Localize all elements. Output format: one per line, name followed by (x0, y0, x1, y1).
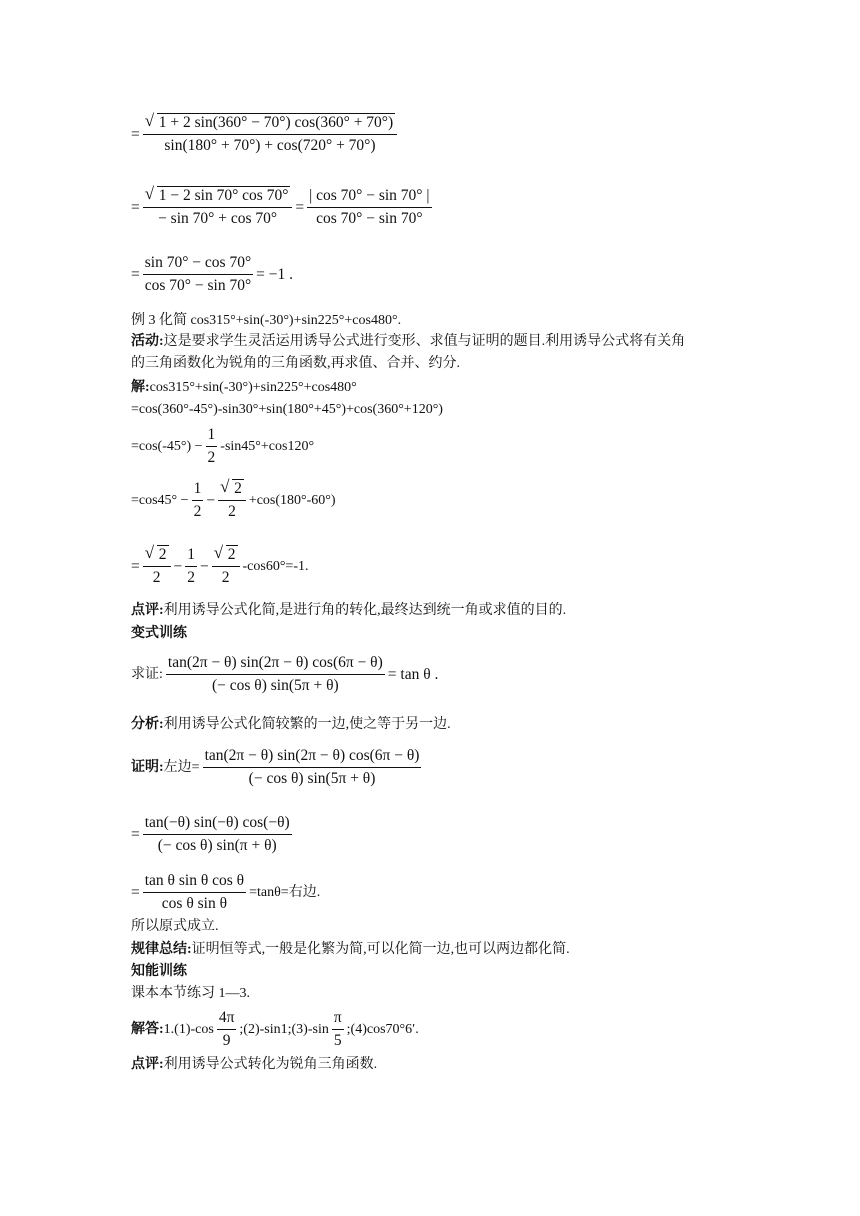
activity-text-1: 这是要求学生灵活运用诱导公式进行变形、求值与证明的题目.利用诱导公式将有关角 (163, 334, 686, 349)
fraction-sqrt2-over-2: √ $\frac{2}{2}$ (218, 478, 246, 523)
equals-sign: = (131, 265, 140, 283)
numerator: | cos 70° − sin 70° | (307, 185, 431, 208)
denominator: cos 70° − sin 70° (316, 210, 423, 227)
solution-text: =cos45° − (131, 492, 189, 508)
solution-line-3 (131, 424, 314, 469)
denominator: − sin 70° + cos 70° (158, 210, 278, 227)
prove-label: 求证: (131, 666, 163, 682)
skill-training-heading: 知能训练 (131, 964, 187, 979)
analysis-text: 利用诱导公式化简较繁的一边,使之等于另一边. (163, 717, 451, 732)
solution-text: =cos(-45°) − (131, 438, 203, 454)
fraction-one-half: $\frac{1}{2}$ (193, 480, 202, 520)
equation-line-1 (131, 112, 400, 157)
radicand: 1 + 2 sin(360° − 70°) cos(360° + 70°) (158, 114, 394, 131)
equals-sign: = (131, 198, 140, 216)
fraction: $\frac{\tan(2\pi - \theta) \sin(2\pi - \theta) \cos(6\pi - \theta)}{\text{(− cos θ) sin(5π + θ)}}$ (204, 747, 420, 787)
analysis-label: 分析: (131, 717, 164, 732)
equation-line-3 (131, 252, 293, 297)
fraction-sqrt2-over-2: √ $\frac{2}{2}$ (212, 544, 240, 589)
fraction-sqrt2-over-2: √ $\frac{2}{2}$ (143, 544, 171, 589)
fraction-pi-over-5: $\frac{\pi}{5}$ (333, 1009, 342, 1049)
example-3-heading: 例 3 化简 cos315°+sin(-30°)+sin225°+cos480°. (131, 313, 402, 328)
fraction-one-half: $\frac{1}{2}$ (207, 426, 216, 466)
comment-text: 利用诱导公式化简,是进行角的转化,最终达到统一角或求值的目的. (163, 603, 567, 618)
solution-text: +cos(180°-60°) (248, 492, 336, 508)
solution-label: 解: (131, 380, 150, 395)
fraction (143, 252, 253, 297)
solution-text: -sin45°+cos120° (220, 438, 315, 454)
fraction-one-half: $\frac{1}{2}$ (187, 546, 195, 586)
prove-statement: 求证: $\frac{\tan(2\pi - \theta) \sin(2\pi - \theta) \cos(6\pi - \theta)}{\text{(− cos θ) sin(5π + θ)}}$ = tan θ . (131, 652, 438, 697)
solution-line-2: =cos(360°-45°)-sin30°+sin(180°+45°)+cos(360°+120°) (131, 402, 443, 417)
solution-text: -cos60°=-1. (242, 558, 309, 574)
rule-text: 证明恒等式,一般是化繁为简,可以化简一边,也可以两边都化简. (191, 942, 570, 957)
denominator: sin(180° + 70°) + cos(720° + 70°) (164, 137, 376, 154)
comment-2 (131, 1054, 731, 1076)
fraction: $\frac{\tan(-\theta) \sin(-\theta) \cos(-\theta)}{\text{(− cos θ) sin(π + θ)}}$ (144, 814, 290, 854)
conclusion-line: 所以原式成立. (131, 919, 219, 934)
fraction (143, 185, 293, 230)
fraction: $\frac{\tan(2\pi - \theta) \sin(2\pi - \theta) \cos(6\pi - \theta)}{\text{(− cos θ) sin(5π + θ)}}$ (167, 654, 383, 694)
equals-sign: = (131, 125, 140, 143)
equation-line-2 (131, 185, 435, 230)
equation-result: = −1 . (256, 265, 293, 283)
proof-line-2: = $\frac{\tan(-\theta) \sin(-\theta) \cos(-\theta)}{\text{(− cos θ) sin(π + θ)}}$ (131, 812, 295, 857)
analysis-paragraph (131, 714, 731, 736)
rule-label: 规律总结: (131, 942, 192, 957)
fraction (143, 112, 397, 157)
activity-text-2: 的三角函数化为锐角的三角函数,再求值、合并、约分. (131, 356, 460, 371)
fraction: $\frac{\text{tan θ sin θ cos θ}}{\text{cos θ sin θ}}$ (144, 872, 245, 912)
comment-label: 点评: (131, 1057, 164, 1072)
sqrt-expression (145, 112, 395, 134)
comment-1 (131, 600, 731, 622)
answer-line: 解答: 1.(1)-cos $\frac{4\pi}{9}$ ;(2)-sin1;(3)-sin $\frac{\pi}{5}$ ;(4)cos70°6′. (131, 1007, 419, 1052)
fraction (307, 185, 431, 230)
solution-line-1 (131, 377, 731, 399)
numerator: sin 70° − cos 70° (143, 252, 253, 275)
equals-sign: = (295, 198, 305, 216)
comment-text: 利用诱导公式转化为锐角三角函数. (163, 1057, 378, 1072)
proof-line-1: 证明: 左边= $\frac{\tan(2\pi - \theta) \sin(2\pi - \theta) \cos(6\pi - \theta)}{\text{(− cos θ) sin(5π + θ)}}$ (131, 745, 424, 790)
solution-line-5: = √ $\frac{2}{2}$ − $\frac{1}{2}$ − √ $\frac{2}{2}$ -cos60°=-1. (131, 544, 308, 589)
answer-label: 解答: (131, 1021, 164, 1037)
sqrt-expression (145, 185, 291, 207)
proof-label: 证明: (131, 759, 164, 775)
variant-training-heading: 变式训练 (131, 626, 187, 641)
activity-paragraph (131, 331, 731, 375)
solution-line-4: =cos45° − $\frac{1}{2}$ − √ $\frac{2}{2}$ +cos(180°-60°) (131, 478, 336, 523)
solution-text: cos315°+sin(-30°)+sin225°+cos480° (149, 380, 357, 395)
fraction-4pi-over-9: $\frac{4\pi}{9}$ (218, 1009, 235, 1049)
radicand: 1 − 2 sin 70° cos 70° (158, 187, 289, 204)
textbook-exercise-line: 课本本节练习 1—3. (131, 986, 250, 1001)
denominator: cos 70° − sin 70° (144, 277, 252, 294)
proof-line-3: = $\frac{\text{tan θ sin θ cos θ}}{\text{cos θ sin θ}}$ =tanθ=右边. (131, 870, 320, 915)
comment-label: 点评: (131, 603, 164, 618)
activity-label: 活动: (131, 334, 164, 349)
rule-summary (131, 939, 731, 961)
